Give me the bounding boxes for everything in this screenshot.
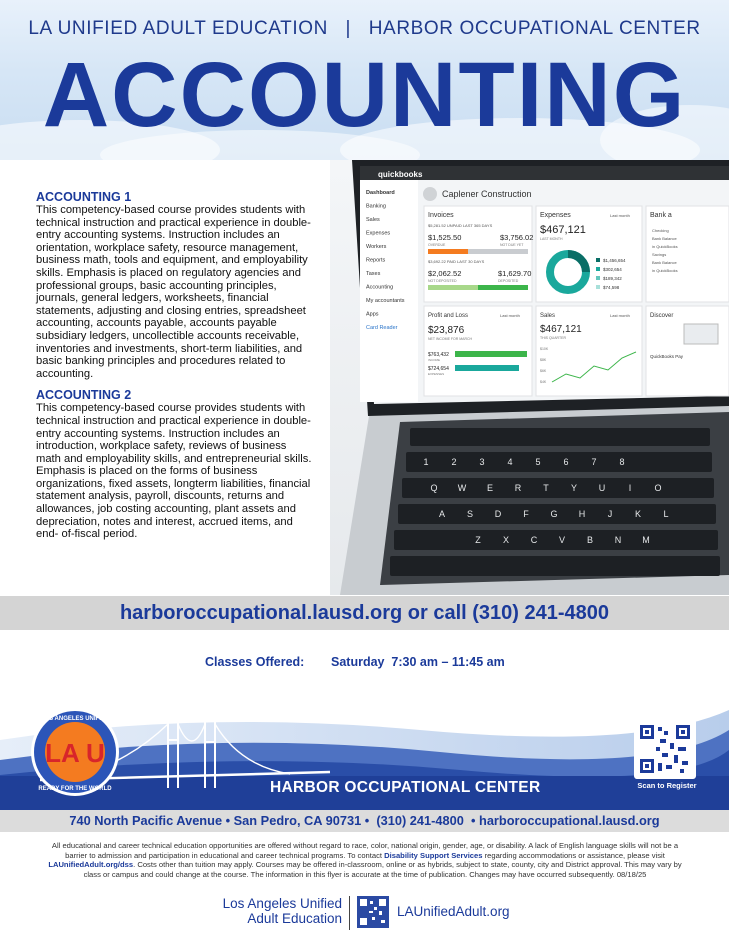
svg-text:B: B	[586, 535, 594, 545]
svg-text:INCOME: INCOME	[428, 358, 440, 362]
svg-text:$2,062.52: $2,062.52	[428, 269, 462, 278]
address-text: 740 North Pacific Avenue • San Pedro, CA 90731 • (310) 241-4800 • harboroccupational.lausd.org	[69, 813, 660, 828]
svg-text:Sales: Sales	[540, 313, 556, 319]
svg-text:DEPOSITED: DEPOSITED	[498, 279, 519, 283]
svg-text:D: D	[494, 509, 502, 519]
bank-row: in QuickBooks	[652, 268, 678, 273]
contact-bar	[0, 596, 729, 630]
screen-nav-item: My accountants	[366, 298, 405, 304]
svg-text:U: U	[598, 483, 606, 493]
screen-nav-item: Taxes	[366, 271, 381, 277]
svg-text:6: 6	[563, 457, 569, 467]
scan-to-register-label: Scan to Register	[637, 781, 697, 790]
footer	[0, 893, 729, 943]
svg-text:5: 5	[535, 457, 541, 467]
svg-text:K: K	[634, 509, 642, 519]
svg-text:$3,692.22 PAID LAST 30 DAYS: $3,692.22 PAID LAST 30 DAYS	[428, 259, 485, 264]
page-title: ACCOUNTING	[42, 44, 687, 146]
footer-website[interactable]: LAUnifiedAdult.org	[397, 904, 510, 919]
svg-text:8: 8	[619, 457, 625, 467]
sales-tick-label: $8K	[540, 358, 547, 362]
bank-row: Checking	[652, 228, 669, 233]
svg-text:E: E	[486, 483, 494, 493]
register-qr-code[interactable]	[634, 719, 696, 779]
svg-text:NET INCOME FOR MARCH: NET INCOME FOR MARCH	[428, 337, 473, 341]
course-1-title: ACCOUNTING 1	[36, 190, 132, 204]
sales-tick-label: $6K	[540, 369, 547, 373]
screen-nav-item: Expenses	[366, 230, 391, 237]
disability-services-link[interactable]: Disability Support Services	[384, 850, 483, 860]
screen-nav-item: Dashboard	[366, 190, 395, 196]
svg-text:Invoices: Invoices	[428, 212, 454, 219]
legend-swatch	[596, 285, 600, 289]
svg-text:4: 4	[507, 457, 513, 467]
svg-text:L: L	[663, 509, 669, 519]
legend-swatch	[596, 258, 600, 262]
footer-qr-code	[357, 896, 389, 928]
course-2-title: ACCOUNTING 2	[36, 388, 132, 403]
svg-text:Bank a: Bank a	[650, 212, 672, 219]
lausd-seal	[31, 708, 119, 796]
address-bar	[0, 810, 729, 832]
bank-row: in QuickBooks	[652, 244, 678, 249]
footer-org-name: Los Angeles Unified Adult Education	[222, 896, 342, 926]
disclaimer: All educational and career technical education opportunities are offered without regard to race, color, national origin, gender, age, or disability. A lack of English language skills will not be a barrier to admission and participation in educational and career technical programs. To contact Disability Support Services regarding accommodations or assistance, please visit LAUnifiedAdult.org/dss. Costs other than tuition may apply. Courses may be offered in-classroom, online or as hybrids, subject to state, county, city and District approval. This may vary by class or campus and could change at the course. The information in this flyer is accurate at the time of publication. Changes may have occurred subsequently. 08/18/25	[48, 841, 682, 879]
svg-text:W: W	[457, 483, 467, 493]
harbor-banner	[0, 700, 729, 810]
legend-swatch	[596, 267, 600, 271]
svg-text:$1,525.50: $1,525.50	[428, 233, 462, 242]
svg-text:NOT DUE YET: NOT DUE YET	[500, 243, 524, 247]
bank-row: Bank Balance	[652, 236, 677, 241]
svg-text:$1,629.70: $1,629.70	[498, 269, 532, 278]
classes-label: Classes Offered:	[205, 655, 305, 669]
svg-text:EXPENSES: EXPENSES	[428, 372, 445, 376]
footer-divider	[349, 896, 350, 930]
dss-url-link[interactable]: LAUnifiedAdult.org/dss	[48, 860, 134, 870]
screen-nav-item: Card Reader	[366, 325, 398, 331]
svg-text:1: 1	[423, 457, 429, 467]
expense-legend-value: $302,654	[603, 267, 622, 272]
screen-nav-item: Reports	[366, 257, 386, 264]
svg-text:Q: Q	[430, 483, 438, 493]
svg-text:X: X	[502, 535, 510, 545]
laptop-photo	[330, 160, 729, 595]
svg-text:M: M	[642, 535, 650, 545]
svg-text:Expenses: Expenses	[540, 212, 571, 219]
svg-text:V: V	[558, 535, 566, 545]
bank-row: Savings	[652, 252, 667, 257]
svg-text:QuickBooks Pay: QuickBooks Pay	[650, 354, 684, 359]
svg-text:LAST MONTH: LAST MONTH	[540, 237, 563, 241]
svg-text:THIS QUARTER: THIS QUARTER	[540, 336, 566, 340]
svg-text:Last month: Last month	[610, 213, 630, 218]
svg-text:2: 2	[451, 457, 457, 467]
svg-text:Y: Y	[570, 483, 578, 493]
svg-text:$467,121: $467,121	[540, 224, 586, 236]
svg-text:$724,654: $724,654	[428, 366, 449, 372]
svg-text:T: T	[543, 483, 549, 493]
contact-bar-text[interactable]: harboroccupational.lausd.org or call (310) 241-4800	[119, 602, 610, 624]
svg-text:$5,281.52 UNPAID LAST 365 DA: $5,281.52 UNPAID LAST 365 DAYS	[428, 223, 493, 228]
svg-text:READY FOR THE WORLD: READY FOR THE WORLD	[38, 786, 112, 792]
svg-text:G: G	[550, 509, 558, 519]
screen-nav-item: Apps	[366, 311, 379, 318]
svg-text:C: C	[530, 535, 538, 545]
svg-text:Last month: Last month	[610, 313, 630, 318]
svg-text:OVERDUE: OVERDUE	[428, 243, 446, 247]
svg-text:LOS ANGELES UNIFIED: LOS ANGELES UNIFIED	[40, 716, 110, 722]
svg-text:F: F	[523, 509, 529, 519]
svg-text:Profit and Loss: Profit and Loss	[428, 313, 469, 319]
course-1-body: This competency-based course provides students with technical instruction and practical experience in double-entry accounting systems. Instruction includes an orientation, workplace safety, resource management, business math, tools and equipment, and employability skills. Emphasis is placed on regulatory agencies and professional groups, basic accounting principles, journals, general ledgers, worksheets, financial statements, adjusting and closing entries, spreadsheet accounting, accounts payable, accounts payable subsidiary ledgers, uncollectible accounts receivable, inventories and investments, short-term liabilities, and basic banking principles and procedures related to accounting.	[36, 204, 311, 380]
svg-text:$467,121: $467,121	[540, 324, 582, 335]
screen-company-name: Caplener Construction	[442, 189, 532, 199]
svg-text:Discover: Discover	[650, 313, 674, 319]
svg-text:Last month: Last month	[500, 313, 520, 318]
classes-schedule: Saturday 7:30 am – 11:45 am	[331, 655, 505, 669]
svg-text:H: H	[578, 509, 586, 519]
screen-nav-item: Workers	[366, 244, 387, 250]
svg-text:$23,876: $23,876	[428, 325, 465, 336]
svg-text:3: 3	[479, 457, 485, 467]
banner-center-name: HARBOR OCCUPATIONAL CENTER	[270, 779, 541, 796]
legend-swatch	[596, 276, 600, 280]
svg-text:NOT DEPOSITED: NOT DEPOSITED	[428, 279, 457, 283]
expense-legend-value: $1,456,654	[603, 258, 626, 263]
screen-nav-item: Accounting	[366, 284, 394, 291]
header-org-line: LA UNIFIED ADULT EDUCATION | HARBOR OCCUPATIONAL CENTER	[28, 18, 701, 39]
svg-text:7: 7	[591, 457, 597, 467]
svg-text:I: I	[628, 483, 632, 493]
svg-text:S: S	[466, 509, 474, 519]
screen-nav-item: Banking	[366, 203, 386, 210]
course-2-body: This competency-based course provides students with technical instruction and practical experience in double-entry accounting systems. Instruction includes an introduction, workplace safety, reviews of business math and employability skills, and entrepreneurial skills. Emphasis is placed on the forms of business organizations, fixed assets, longterm liabilities, financial statement analysis, payroll, discounts, returns and allowances, job costing accounting, plant assets and depreciation, notes and interest, accrued items, and end- of-fiscal period.	[36, 402, 312, 541]
header-banner	[0, 0, 729, 160]
bank-row: Bank Balance	[652, 260, 677, 265]
screen-app-name: quickbooks	[378, 170, 423, 179]
svg-text:O: O	[654, 483, 662, 493]
sales-tick-label: $10K	[540, 347, 549, 351]
expense-legend-value: $189,342	[603, 276, 622, 281]
svg-text:Z: Z	[475, 535, 481, 545]
screen-nav-item: Sales	[366, 217, 380, 223]
expense-legend-value: $74,598	[603, 285, 620, 290]
svg-text:$3,756.02: $3,756.02	[500, 233, 534, 242]
sales-tick-label: $4K	[540, 380, 547, 384]
course-descriptions	[36, 190, 314, 549]
svg-text:A: A	[438, 509, 446, 519]
svg-text:N: N	[614, 535, 622, 545]
svg-text:R: R	[514, 483, 522, 493]
svg-text:J: J	[607, 509, 613, 519]
svg-text:$763,432: $763,432	[428, 352, 449, 358]
svg-text:LA U: LA U	[45, 738, 105, 768]
